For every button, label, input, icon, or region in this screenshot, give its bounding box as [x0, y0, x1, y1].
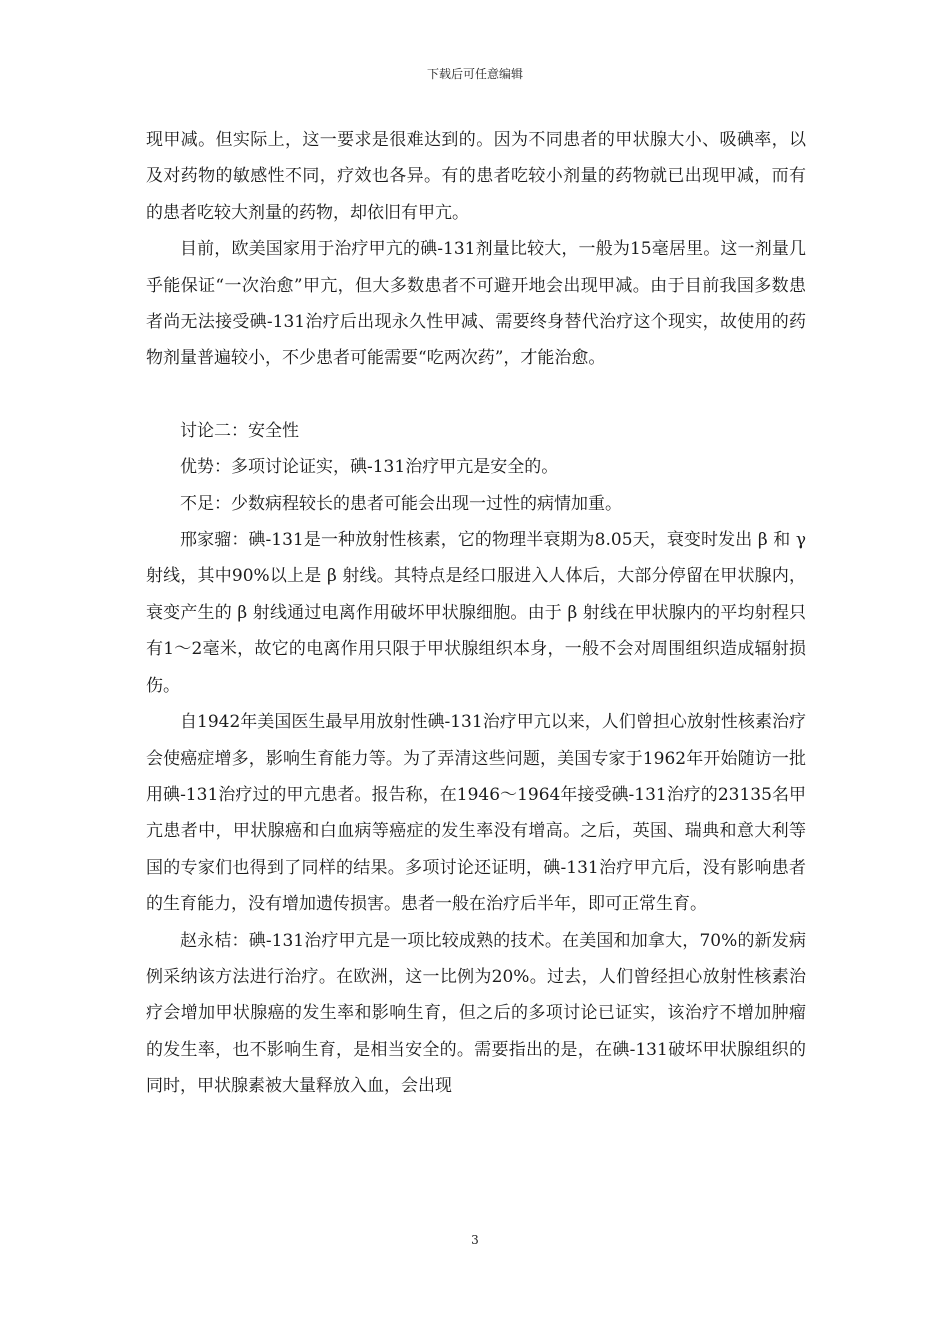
paragraph-zhao-yongjie: 赵永桔：碘-131治疗甲亢是一项比较成熟的技术。在美国和加拿大，70%的新发病例采纳该方法进行治疗。在欧洲，这一比例为20%。过去，人们曾经担心放射性核素治疗会增加甲状腺癌的发生率和影响生育，但之后的多项讨论已证实，该治疗不增加肿瘤的发生率，也不影响生育，是相当安全的。需要指出的是，在碘-131破坏甲状腺组织的同时，甲状腺素被大量释放入血，会出现: [146, 930, 806, 1097]
paragraph-history: 自1942年美国医生最早用放射性碘-131治疗甲亢以来，人们曾担心放射性核素治疗会使癌症增多，影响生育能力等。为了弄清这些问题，美国专家于1962年开始随访一批用碘-131治疗过的甲亢患者。报告称，在1946～1964年接受碘-131治疗的23135名甲亢患者中，甲状腺癌和白血病等癌症的发生率没有增高。之后，英国、瑞典和意大利等国的专家们也得到了同样的结果。多项讨论还证明，碘-131治疗甲亢后，没有影响患者的生育能力，没有增加遗传损害。患者一般在治疗后半年，即可正常生育。: [146, 712, 806, 915]
document-body: [146, 122, 806, 1105]
page-number: 3: [471, 1233, 479, 1247]
paragraph-xing-jialiu: 邢家骝：碘-131是一种放射性核素，它的物理半衰期为8.05天，衰变时发出 β 和 γ 射线，其中90%以上是 β 射线。其特点是经口服进入人体后，大部分停留在甲状腺内，衰变产生的 β 射线通过电离作用破坏甲状腺细胞。由于 β 射线在甲状腺内的平均射程只有1～2毫米，故它的电离作用只限于甲状腺组织本身，一般不会对周围组织造成辐射损伤。: [146, 530, 806, 696]
section-heading-safety: 讨论二：安全性: [180, 420, 299, 441]
paragraph-continuation: 现甲减。但实际上，这一要求是很难达到的。因为不同患者的甲状腺大小、吸碘率，以及对药物的敏感性不同，疗效也各异。有的患者吃较小剂量的药物就已出现甲减，而有的患者吃较大剂量的药物，却依旧有甲亢。: [146, 130, 806, 223]
paragraph-advantage: 优势：多项讨论证实，碘-131治疗甲亢是安全的。: [180, 457, 559, 478]
page-header: 下载后可任意编辑: [426, 67, 523, 81]
paragraph-dosage: 目前，欧美国家用于治疗甲亢的碘-131剂量比较大，一般为15毫居里。这一剂量几乎能保证“一次治愈”甲亢，但大多数患者不可避开地会出现甲减。由于目前我国多数患者尚无法接受碘-131治疗后出现永久性甲减、需要终身替代治疗这个现实，故使用的药物剂量普遍较小，不少患者可能需要“吃两次药”，才能治愈。: [146, 239, 806, 369]
paragraph-disadvantage: 不足：少数病程较长的患者可能会出现一过性的病情加重。: [180, 493, 622, 514]
